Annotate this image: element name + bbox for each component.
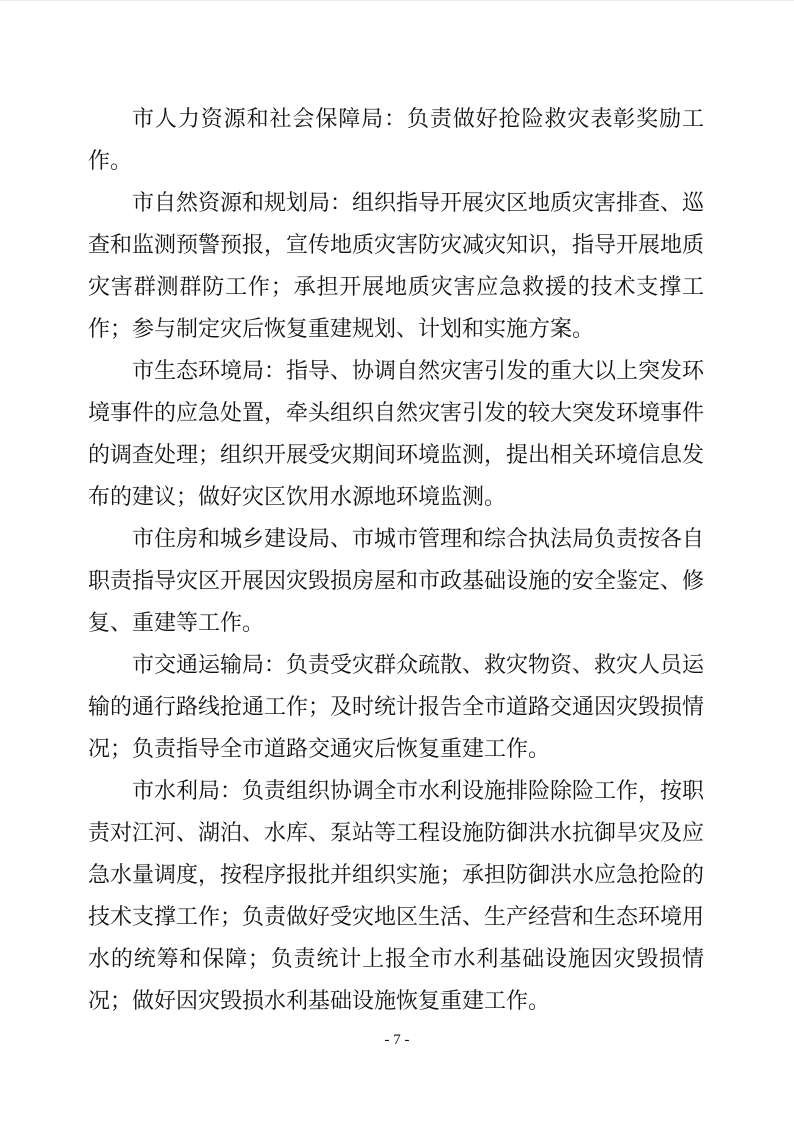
paragraph-housing-urban-construction-bureau: 市住房和城乡建设局、市城市管理和综合执法局负责按各自职责指导灾区开展因灾毁损房屋和市政基础设施的安全鉴定、修复、重建等工作。 — [88, 526, 705, 635]
paragraph-natural-resources-planning-bureau: 市自然资源和规划局：组织指导开展灾区地质灾害排查、巡查和监测预警预报，宣传地质灾害防灾减灾知识，指导开展地质灾害群测群防工作；承担开展地质灾害应急救援的技术支撑工作；参与制定灾后恢复重建规划、计划和实施方案。 — [88, 190, 705, 341]
paragraph-hr-social-security-bureau: 市人力资源和社会保障局：负责做好抢险救灾表彰奖励工作。 — [88, 106, 704, 173]
paragraph-water-resources-bureau: 市水利局：负责组织协调全市水利设施排险除险工作，按职责对江河、湖泊、水库、泵站等工程设施防御洪水抗御旱灾及应急水量调度，按程序报批并组织实施；承担防御洪水应急抢险的技术支撑工作；负责做好受灾地区生活、生产经营和生态环境用水的统筹和保障；负责统计上报全市水利基础设施因灾毁损情况；做好因灾毁损水利基础设施恢复重建工作。 — [88, 778, 705, 1013]
page-number: - 7 - — [384, 1032, 410, 1048]
document-body — [88, 98, 704, 1022]
paragraph-transport-bureau: 市交通运输局：负责受灾群众疏散、救灾物资、救灾人员运输的通行路线抢通工作；及时统计报告全市道路交通因灾毁损情况；负责指导全市道路交通灾后恢复重建工作。 — [88, 652, 705, 761]
paragraph-ecology-environment-bureau: 市生态环境局：指导、协调自然灾害引发的重大以上突发环境事件的应急处置，牵头组织自然灾害引发的较大突发环境事件的调查处理；组织开展受灾期间环境监测，提出相关环境信息发布的建议；做好灾区饮用水源地环境监测。 — [88, 358, 705, 509]
